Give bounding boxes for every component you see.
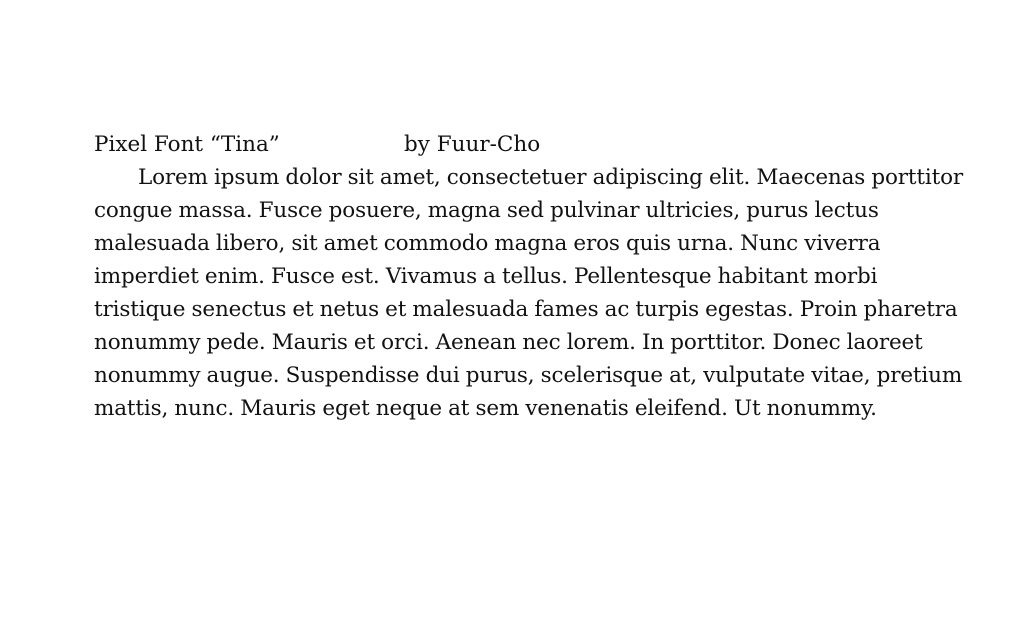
font-author: by Fuur-Cho: [404, 132, 541, 157]
font-title: Pixel Font “Tina”: [94, 132, 280, 157]
specimen-header: [94, 128, 974, 161]
sample-paragraph: Lorem ipsum dolor sit amet, consectetuer adipiscing elit. Maecenas porttitor congue massa. Fusce posuere, magna sed pulvinar ultricies, purus lectus malesuada libero, sit amet commodo magna eros quis urna. Nunc viverra imperdiet enim. Fusce est. Vivamus a tellus. Pellentesque habitant morbi tristique senectus et netus et malesuada fames ac turpis egestas. Proin pharetra nonummy pede. Mauris et orci. Aenean nec lorem. In porttitor. Donec laoreet nonummy augue. Suspendisse dui purus, scelerisque at, vulputate vitae, pretium mattis, nunc. Mauris eget neque at sem venenatis eleifend. Ut nonummy.: [94, 165, 963, 421]
font-specimen: [94, 128, 974, 425]
